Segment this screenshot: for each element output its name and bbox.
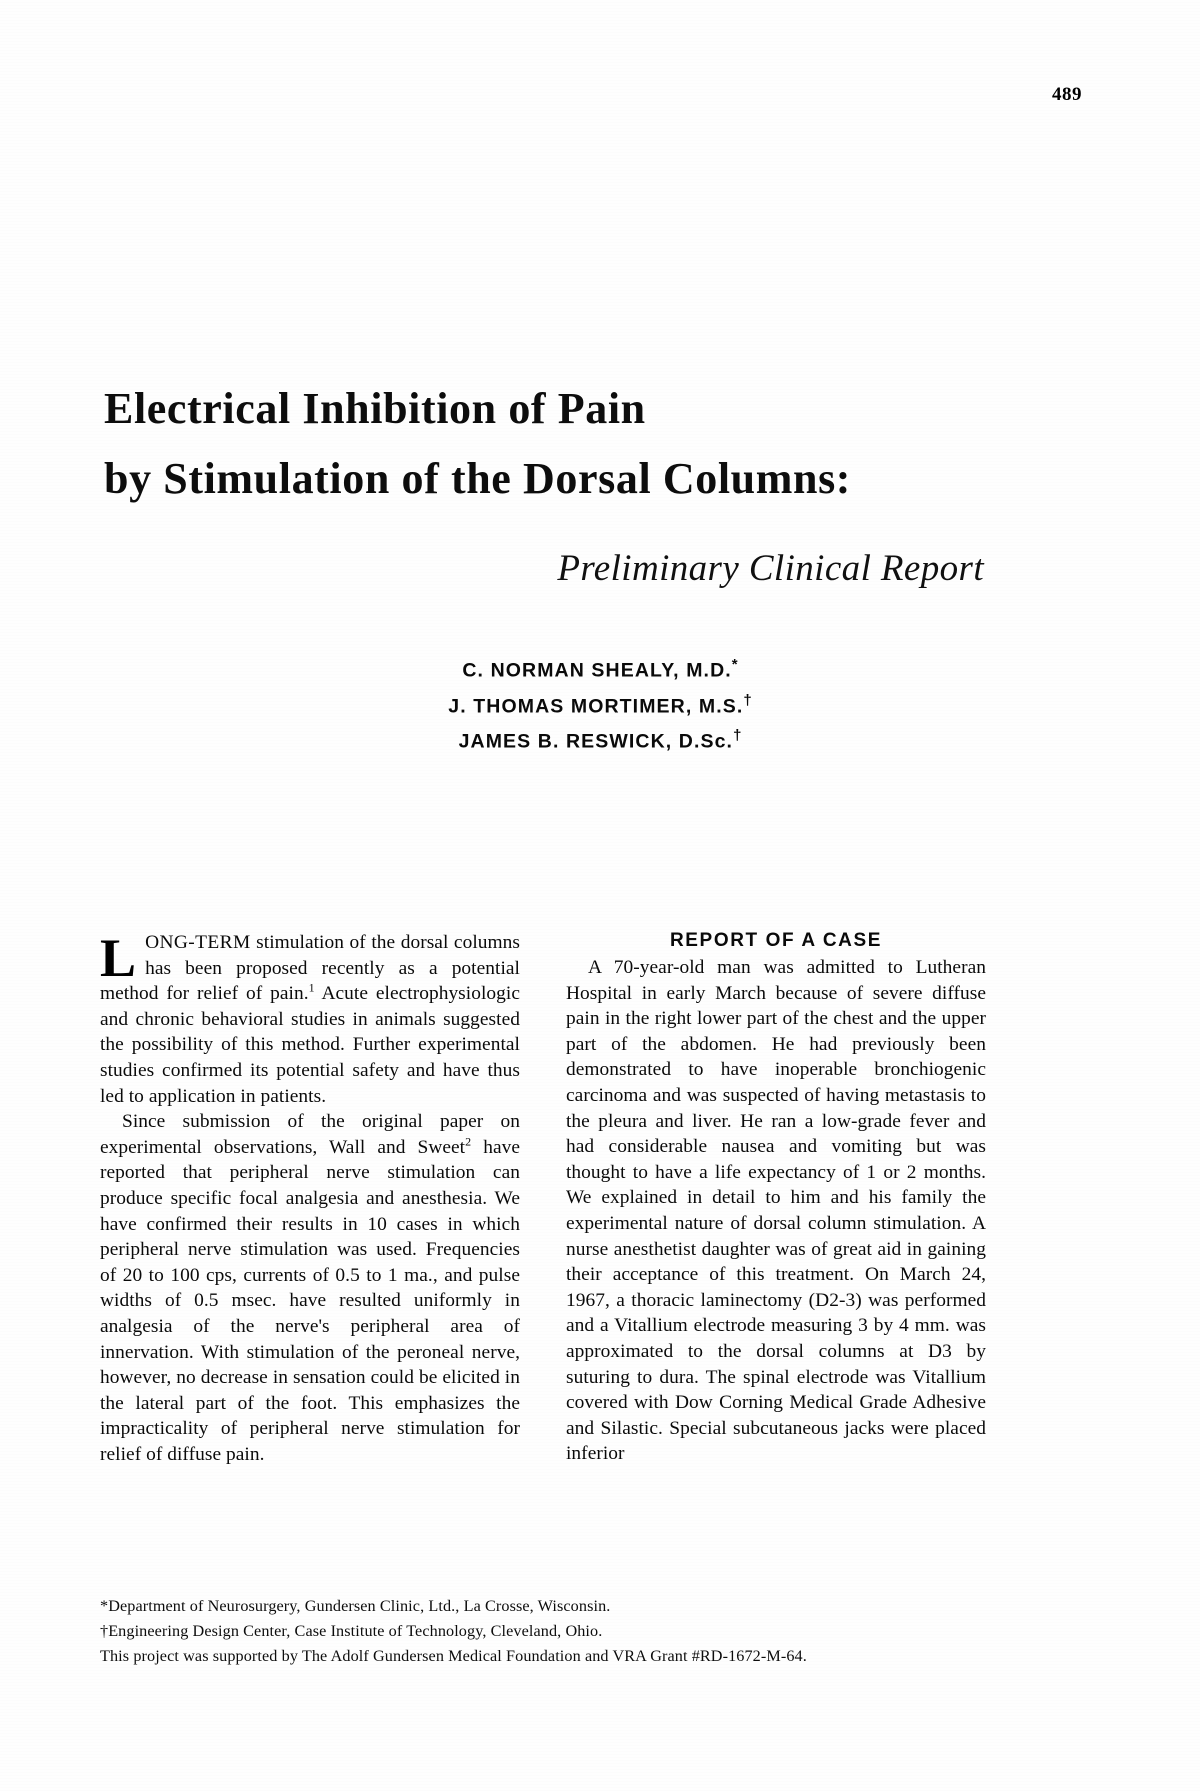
author-entry <box>0 650 1200 686</box>
author-entry <box>0 721 1200 757</box>
right-column <box>566 930 986 1467</box>
left-paragraph-2 <box>100 1109 520 1467</box>
section-heading-report-of-a-case: REPORT OF A CASE <box>669 930 883 951</box>
body-columns <box>100 930 986 1467</box>
citation-ref: 1 <box>308 980 315 995</box>
paper-title-line-2: by Stimulation of the Dorsal Columns: <box>104 454 852 503</box>
left-column <box>100 930 520 1467</box>
left-paragraph-1 <box>100 930 520 1109</box>
author-name: JAMES B. RESWICK, D.Sc. <box>458 730 734 753</box>
opening-small-caps: ONG-TERM <box>145 932 251 953</box>
author-name: J. THOMAS MORTIMER, M.S. <box>448 695 744 717</box>
author-name: C. NORMAN SHEALY, M.D. <box>462 659 732 682</box>
citation-ref: 2 <box>465 1134 472 1149</box>
footnote-affiliation-star: *Department of Neurosurgery, Gundersen Clinic, Ltd., La Crosse, Wisconsin. <box>100 1597 611 1615</box>
author-entry <box>0 686 1200 722</box>
author-footnote-marker: * <box>731 656 738 673</box>
left-paragraph-2-text-b: have reported that peripheral nerve stimulation can produce specific focal analgesia and anesthesia. We have confirmed their results in 10 cases in which peripheral nerve stimulation was used. Frequencies of 20 to 100 cps, currents of 0.5 to 1 ma., and pulse widths of 0.5 msec. have resulted uniformly in analgesia of the nerve's peripheral area of innervation. With stimulation of the peroneal nerve, however, no decrease in sensation could be elicited in the lateral part of the foot. This emphasizes the impracticality of peripheral nerve stimulation for relief of diffuse pain. <box>100 1136 520 1465</box>
author-footnote-marker: † <box>743 691 752 709</box>
left-paragraph-1-text-b: Acute electrophysiologic and chronic behavioral studies in animals suggested the possibility of this method. Further experimental studies confirmed its potential safety and have thus led to application in patients. <box>100 983 520 1107</box>
title-block <box>104 375 984 593</box>
left-paragraph-1-text-a: stimulation of the dorsal columns has been proposed recently as a potential method for relief of pain. <box>100 932 520 1005</box>
footnote-funding: This project was supported by The Adolf Gundersen Medical Foundation and VRA Grant #RD-1672-M-64. <box>100 1647 807 1665</box>
footnote-affiliation-dagger: †Engineering Design Center, Case Institute of Technology, Cleveland, Ohio. <box>100 1622 603 1640</box>
right-paragraph-1: A 70-year-old man was admitted to Lutheran Hospital in early March because of severe diffuse pain in the right lower part of the chest and the upper part of the abdomen. He had previously been demonstrated to have inoperable bronchiogenic carcinoma and was suspected of having metastasis to the pleura and liver. He ran a low-grade fever and had considerable nausea and vomiting but was thought to have a life expectancy of 1 or 2 months. We explained in detail to him and his family the experimental nature of dorsal column stimulation. A nurse anesthetist daughter was of great aid in gaining their acceptance of this treatment. On March 24, 1967, a thoracic laminectomy (D2-3) was performed and a Vitallium electrode measuring 3 by 4 mm. was approximated to the dorsal columns at D3 by suturing to dura. The spinal electrode was Vitallium covered with Dow Corning Medical Grade Adhesive and Silastic. Special subcutaneous jacks were placed inferior <box>566 957 986 1465</box>
paper-subtitle: Preliminary Clinical Report <box>557 548 984 589</box>
left-paragraph-2-text-a: Since submission of the original paper on experimental observations, Wall and Sweet <box>100 1111 520 1158</box>
drop-cap-letter: L <box>100 928 137 988</box>
page-number: 489 <box>1052 84 1082 105</box>
footnote-block <box>100 1594 986 1669</box>
author-block <box>0 650 1200 757</box>
paper-title-line-1: Electrical Inhibition of Pain <box>104 384 646 433</box>
author-footnote-marker: † <box>733 727 742 744</box>
